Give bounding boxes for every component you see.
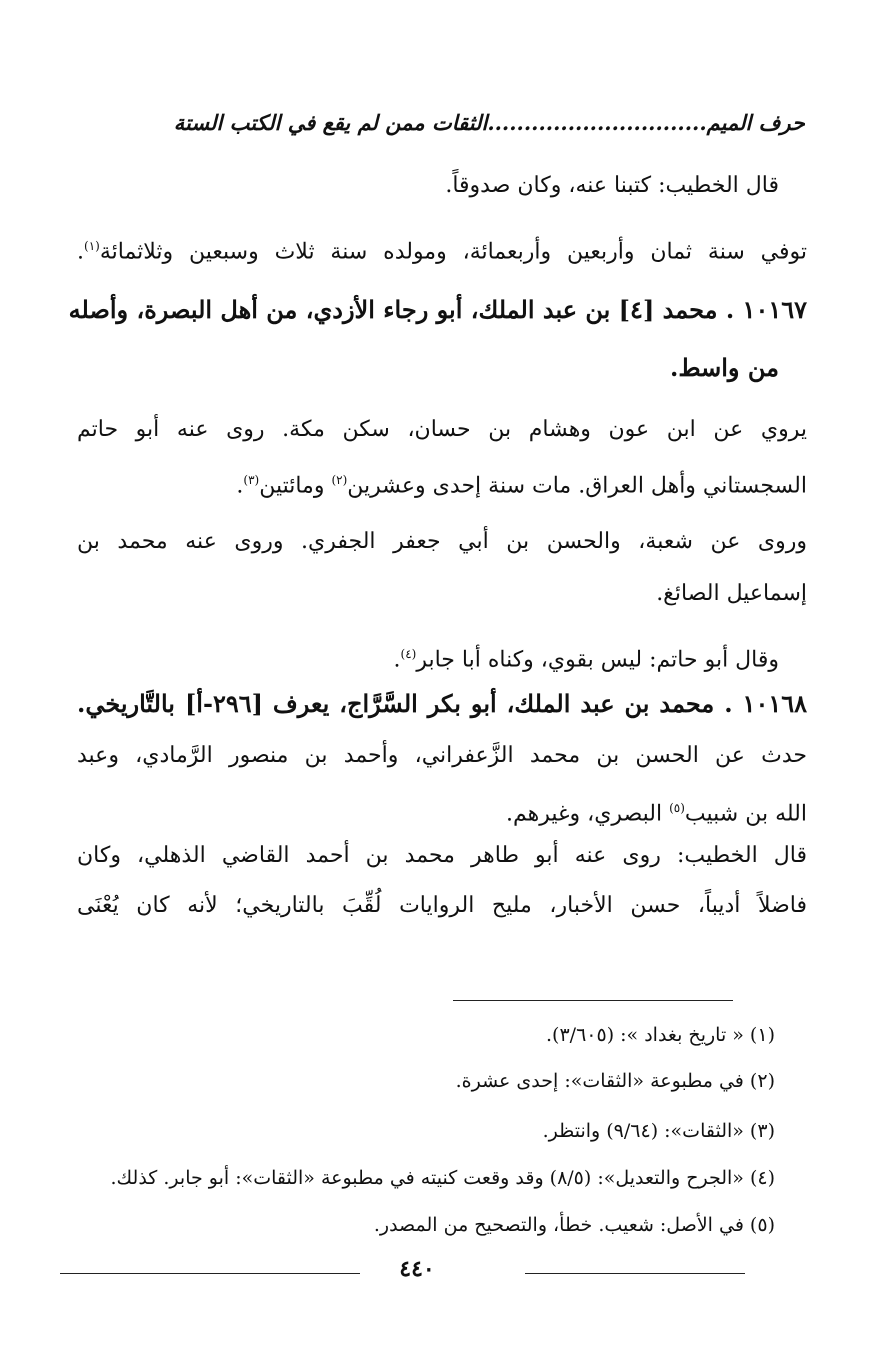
text-span: فاضلاً أديباً، حسن الأخبار، مليح الروايات لُقِّبَ بالتاريخي؛ لأنه كان يُعْنَى <box>77 893 807 918</box>
period: . <box>393 647 401 673</box>
footnote-ref: (١) <box>84 239 100 253</box>
footnote: (٢) في مطبوعة «الثقات»: إحدى عشرة. <box>455 1070 775 1092</box>
text-line <box>107 576 807 612</box>
entry-heading-text: من واسط. <box>670 353 779 382</box>
text-line <box>107 462 807 504</box>
text-span: يروي عن ابن عون وهشام بن حسان، سكن مكة. روى عنه أبو حاتم <box>77 417 807 442</box>
text-span: السجستاني وأهل العراق. مات سنة إحدى وعشرين <box>347 473 807 499</box>
footnote-separator <box>453 1000 733 1001</box>
footer-rule-left <box>60 1273 360 1274</box>
footnote: (٤) «الجرح والتعديل»: (٨/٥) وقد وقعت كنيته في مطبوعة «الثقات»: أبو جابر. كذلك. <box>110 1167 775 1189</box>
text-line <box>77 524 807 560</box>
text-line <box>77 838 807 874</box>
footnote: (٣) «الثقات»: (٩/٦٤) وانتظر. <box>542 1120 775 1142</box>
header-chapter: حرف الميم <box>706 110 805 135</box>
text-span: توفي سنة ثمان وأربعين وأربعمائة، ومولده سنة ثلاث وسبعين وثلاثمائة <box>99 239 807 265</box>
text-span: . <box>236 473 244 499</box>
footnote: (٥) في الأصل: شعيب. خطأ، والتصحيح من المصدر. <box>373 1214 775 1236</box>
text-line <box>77 888 807 924</box>
entry-heading-continued <box>79 350 779 386</box>
text-span: البصري، وغيرهم. <box>505 801 670 827</box>
period: . <box>77 239 84 265</box>
entry-heading-text: ١٠١٦٧ . محمد [٤] بن عبد الملك، أبو رجاء الأزدي، من أهل البصرة، وأصله <box>68 295 807 324</box>
text-line <box>77 738 807 774</box>
footnote-ref: (٢) <box>331 473 348 487</box>
running-header <box>80 106 805 140</box>
footnote-ref: (٥) <box>669 801 685 815</box>
header-book-title: الثقات ممن لم يقع في الكتب الستة <box>173 110 488 135</box>
footer-rule-right <box>525 1273 745 1274</box>
text-span: قال الخطيب: كتبنا عنه، وكان صدوقاً. <box>445 173 779 198</box>
text-line <box>107 790 807 832</box>
text-span: إسماعيل الصائغ. <box>656 581 807 606</box>
text-line <box>77 228 807 270</box>
text-span: وقال أبو حاتم: ليس بقوي، وكناه أبا جابر <box>416 647 779 673</box>
footnote-ref: (٣) <box>243 473 260 487</box>
text-line <box>79 168 779 204</box>
text-span: وروى عن شعبة، والحسن بن أبي جعفر الجفري. وروى عنه محمد بن <box>77 529 807 554</box>
entry-heading-text: ١٠١٦٨ . محمد بن عبد الملك، أبو بكر السَّرَّاج، يعرف [٢٩٦-أ] بالتَّاريخي. <box>77 689 807 718</box>
text-line <box>79 636 779 678</box>
footnote: (١) « تاريخ بغداد »: (٣/٦٠٥). <box>546 1024 775 1046</box>
page-number-text: ٤٤٠ <box>393 1256 440 1282</box>
text-span: حدث عن الحسن بن محمد الزَّعفراني، وأحمد بن منصور الرَّمادي، وعبد <box>77 743 807 768</box>
entry-heading <box>68 292 807 328</box>
text-span: قال الخطيب: روى عنه أبو طاهر محمد بن أحمد القاضي الذهلي، وكان <box>77 843 807 868</box>
text-span: ومائتين <box>259 473 332 499</box>
page-number <box>372 1256 462 1282</box>
text-line <box>77 412 807 448</box>
text-span: الله بن شبيب <box>684 801 807 827</box>
footnote-ref: (٤) <box>400 647 417 661</box>
header-dots: .............................. <box>487 110 707 135</box>
entry-heading <box>77 686 807 722</box>
